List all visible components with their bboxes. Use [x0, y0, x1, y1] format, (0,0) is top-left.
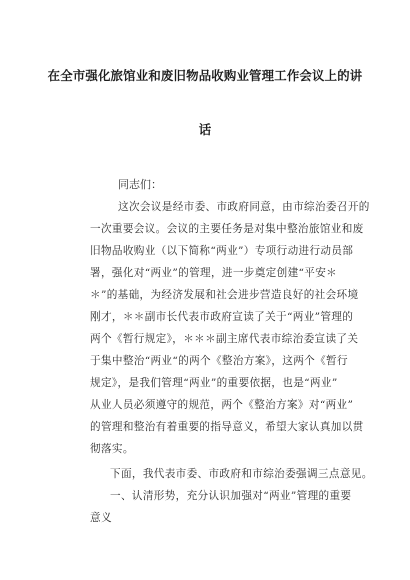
section-heading-line: 一、认清形势，充分认识加强对“两业”管理的重要 — [110, 490, 352, 502]
paragraph-line: 一次重要会议。会议的主要任务是对集中整治旅馆业和废 — [90, 223, 364, 235]
paragraph-line: 旧物品收购业（以下简称“两业”）专项行动进行动员部 — [90, 245, 354, 257]
document-title: 在全市强化旅馆业和废旧物品收购业管理工作会议上的讲 — [47, 68, 363, 83]
paragraph-line: 两个《暂行规定》，＊＊＊副主席代表市综治委宣读了关 — [90, 333, 359, 345]
paragraph-line: 规定》，是我们管理“两业”的重要依据，也是“两业” — [90, 377, 338, 389]
paragraph-line: 于集中整治“两业“的两个《整治方案》，这两个《暂行 — [90, 355, 348, 367]
section-heading-line: 意义 — [90, 512, 112, 524]
greeting: 同志们： — [118, 178, 162, 191]
paragraph-line: ＊”的基础，为经济发展和社会进步营造良好的社会环境 — [90, 289, 359, 301]
document-title-continued: 话 — [198, 122, 212, 137]
paragraph-line: 下面，我代表市委、市政府和市综治委强调三点意见。 — [110, 468, 373, 480]
paragraph-line: 这次会议是经市委、市政府同意，由市综治委召开的 — [118, 201, 370, 213]
paragraph-line: 彻落实。 — [90, 443, 134, 455]
paragraph-line: 刚才，＊＊副市长代表市政府宣读了关于“两业”管理的 — [90, 311, 354, 323]
paragraph-line: 的管理和整治有着重要的指导意义，希望大家认真加以贯 — [90, 421, 364, 433]
paragraph-line: 从业人员必须遵守的规范，两个《整治方案》对“两业” — [90, 399, 354, 411]
paragraph-line: 署，强化对“两业”的管理，进一步奠定创建“平安＊ — [90, 267, 338, 279]
